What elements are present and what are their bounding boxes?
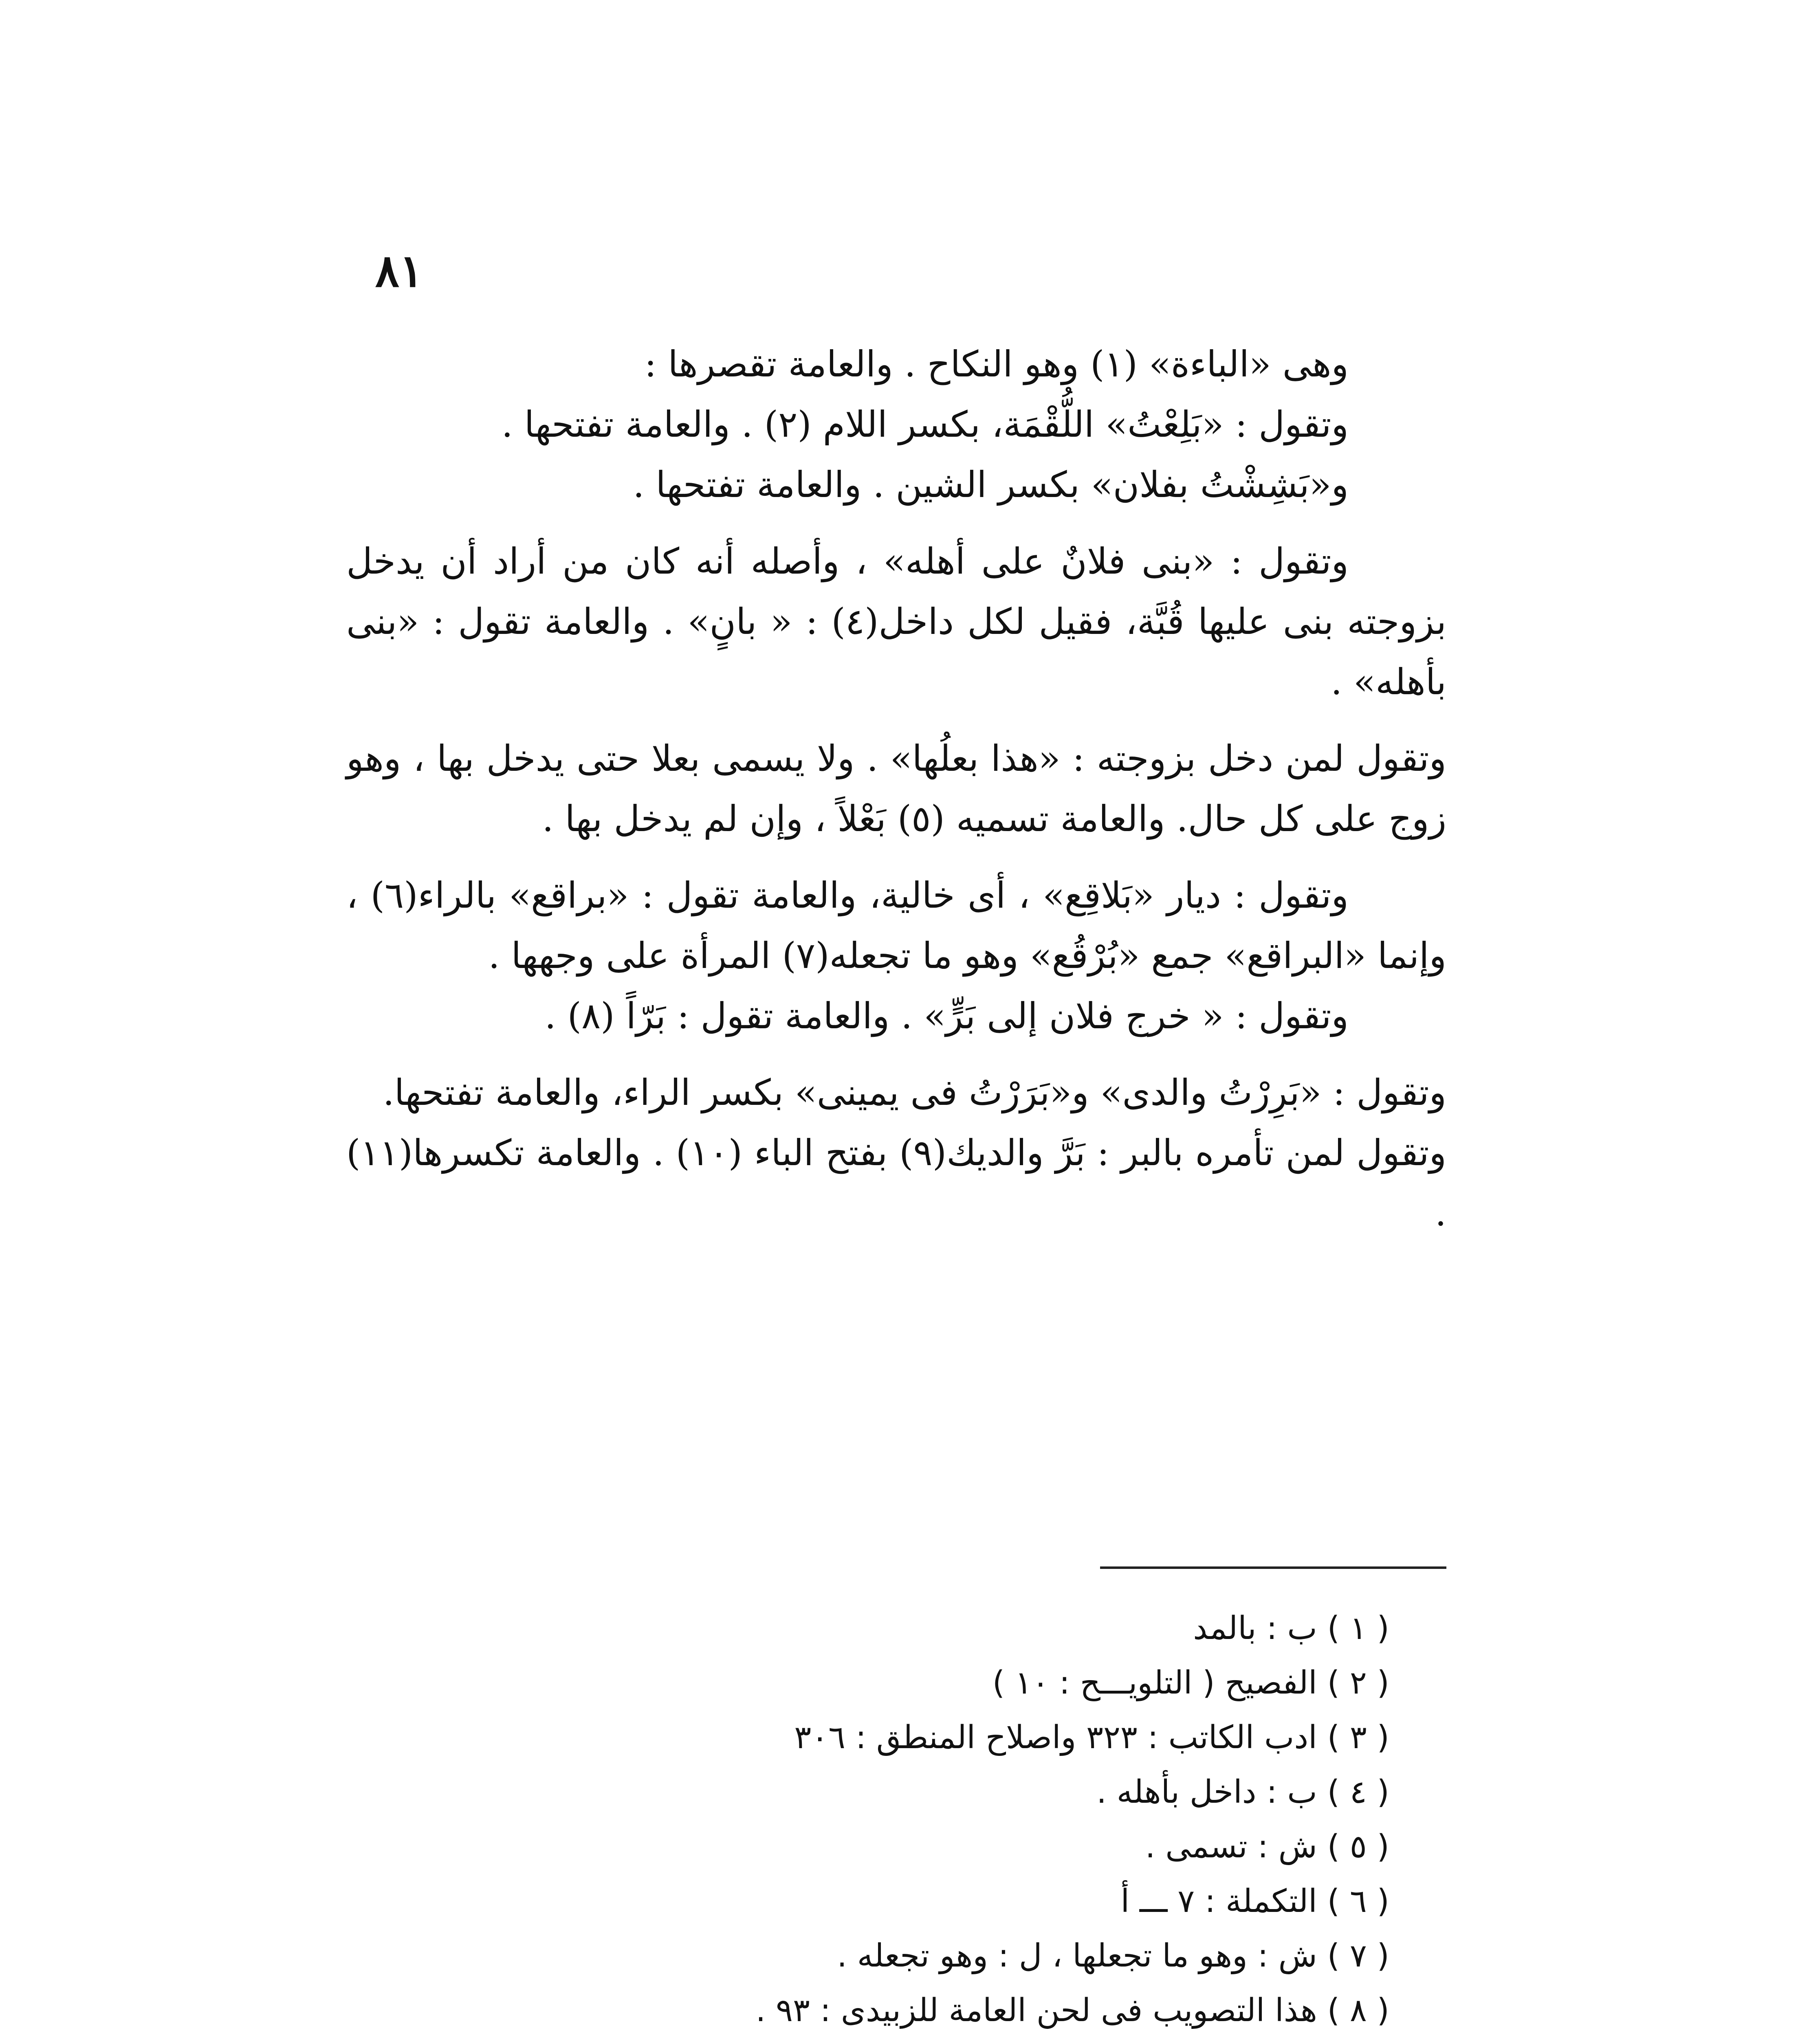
footnote: ( ٥ ) ش : تسمى .: [1145, 1828, 1389, 1865]
footnote: ( ٣ ) ادب الكاتب : ٣٢٣ واصلاح المنطق : ٣٠٦: [794, 1719, 1389, 1756]
main-text: [346, 334, 1446, 1243]
paragraph: وتقول : «بنى فلانٌ على أهله» ، وأصله أنه كان من أراد أن يدخل بزوجته بنى عليها قُبَّة، فقيل لكل داخل(٤) : « بانٍ» . والعامة تقول : «بنى بأهله» .: [346, 540, 1446, 703]
footnote: ( ٢ ) الفصيح ( التلويـــح : ١٠ ): [992, 1665, 1389, 1701]
footnote: ( ١ ) ب : بالمد: [1193, 1610, 1389, 1647]
footnotes: [530, 1601, 1389, 2037]
footnote: ( ٨ ) هذا التصويب فى لحن العامة للزبيدى : ٩٣ .: [755, 1992, 1389, 2029]
footnote: ( ٧ ) ش : وهو ما تجعلها ، ل : وهو تجعله .: [837, 1938, 1389, 1974]
paragraph: وهى «الباءة» (١) وهو النكاح . والعامة تقصرها :: [644, 343, 1349, 385]
footnote-separator: [1100, 1566, 1446, 1569]
footnote: ( ٤ ) ب : داخل بأهله .: [1096, 1774, 1389, 1810]
paragraph: وتقول : «بَرِرْتُ والدى» و«بَرَرْتُ فى يمينى» بكسر الراء، والعامة تفتحها.: [383, 1071, 1446, 1113]
paragraph: و«بَشِشْتُ بفلان» بكسر الشين . والعامة تفتحها .: [633, 464, 1349, 506]
footnote: ( ٦ ) التكملة : ٧ ـــ أ: [1120, 1883, 1389, 1920]
paragraph: وتقول لمن دخل بزوجته : «هذا بعلُها» . ولا يسمى بعلا حتى يدخل بها ، وهو زوج على كل حال. والعامة تسميه (٥) بَعْلاً ، وإن لم يدخل بها .: [346, 737, 1446, 840]
paragraph: وتقول : ديار «بَلاقِع» ، أى خالية، والعامة تقول : «براقع» بالراء(٦) ، وإنما «البراقع» جمع «بُرْقُع» وهو ما تجعله(٧) المرأة على وجهها .: [346, 874, 1446, 977]
paragraph: وتقول : « خرج فلان إلى بَرٍّ» . والعامة تقول : بَرّاً (٨) .: [544, 995, 1349, 1037]
paragraph: وتقول : «بَلِعْتُ» اللُّقْمَة، بكسر اللام (٢) . والعامة تفتحها .: [501, 403, 1349, 445]
paragraph: وتقول لمن تأمره بالبر : بَرَّ والديك(٩) بفتح الباء (١٠) . والعامة تكسرها(١١) .: [346, 1132, 1446, 1234]
page-number: ٨١: [375, 244, 424, 297]
